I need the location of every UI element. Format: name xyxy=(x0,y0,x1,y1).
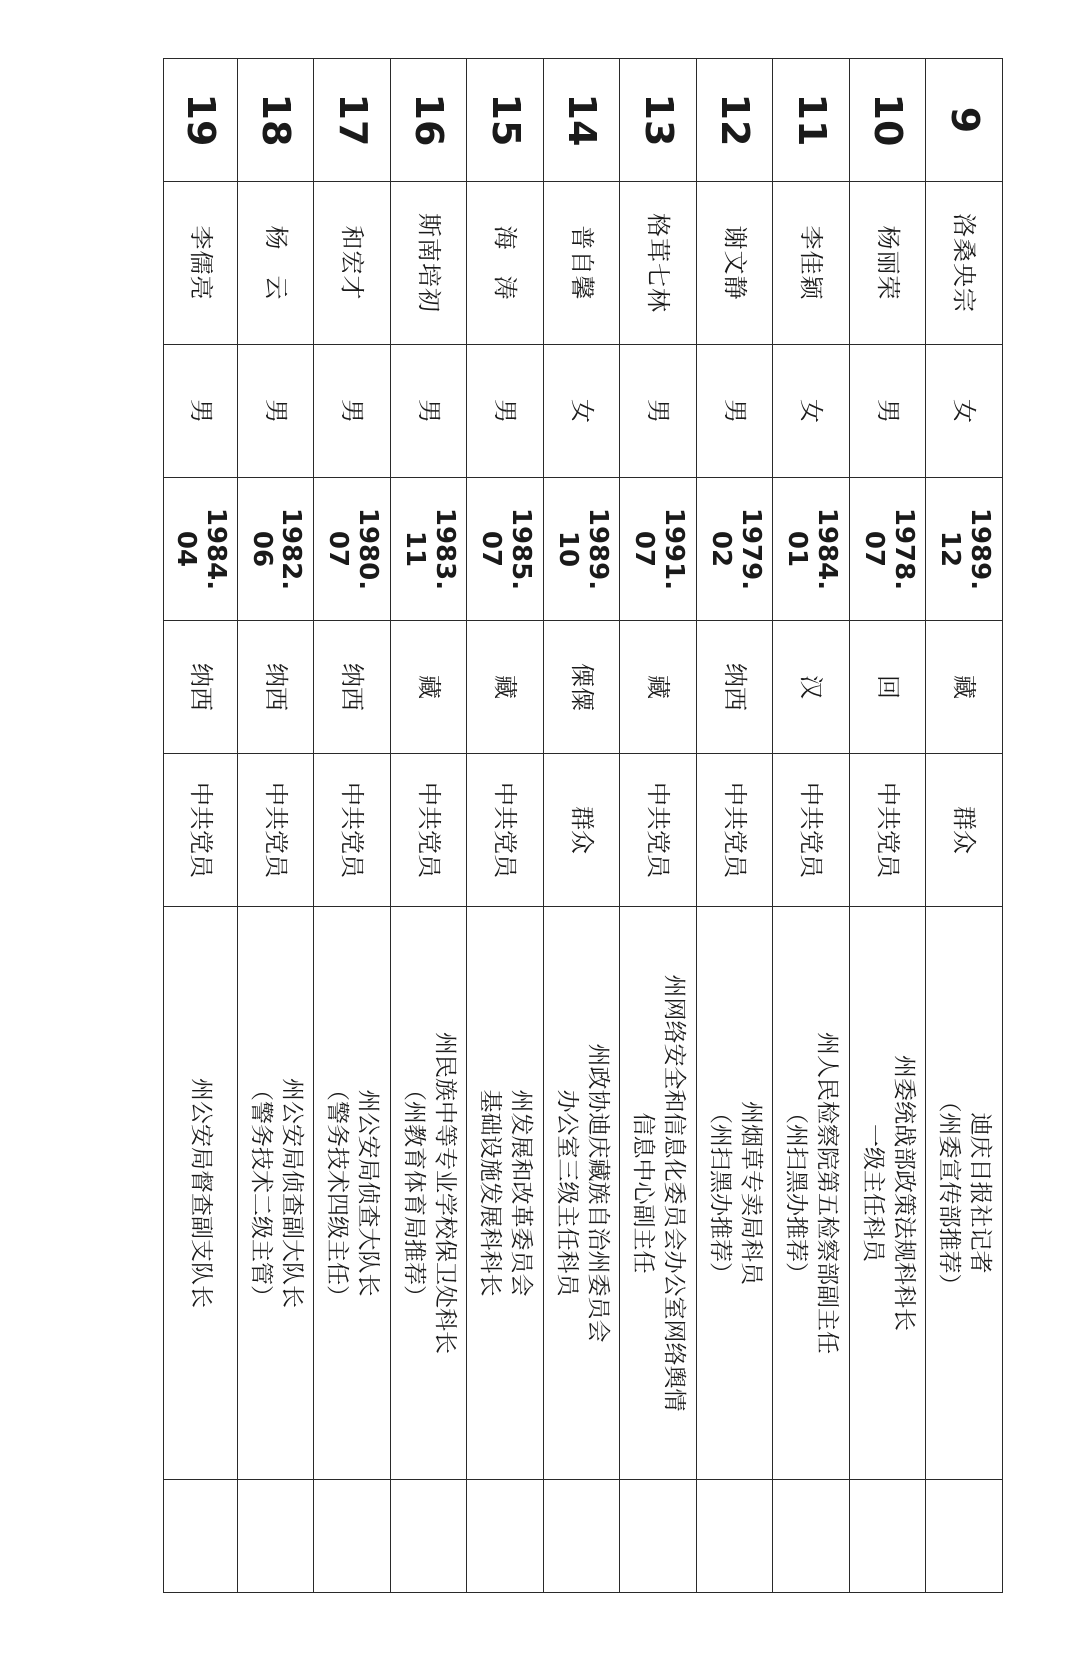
position-cell xyxy=(696,907,773,1480)
table-row xyxy=(237,59,314,1593)
birth-date-line: 07 xyxy=(629,530,660,568)
birth-date-line: 01 xyxy=(782,530,813,568)
political-status-cell: 中共党员 xyxy=(164,754,238,907)
ethnicity-cell: 藏 xyxy=(926,621,1003,754)
personnel-table xyxy=(163,58,1003,1593)
row-number-cell: 17 xyxy=(314,59,391,182)
birth-date-line: 1979. xyxy=(735,507,766,591)
name-cell: 普自馨 xyxy=(543,182,620,345)
birth-date-cell xyxy=(849,478,926,621)
row-number-cell: 12 xyxy=(696,59,773,182)
birth-date-cell xyxy=(926,478,1003,621)
political-status-cell: 中共党员 xyxy=(314,754,391,907)
row-number-cell: 13 xyxy=(620,59,697,182)
position-cell xyxy=(237,907,314,1480)
name-cell: 格茸七林 xyxy=(620,182,697,345)
gender-cell: 男 xyxy=(237,345,314,478)
position-line: 州公安局侦查副大队长 xyxy=(278,1078,305,1308)
gender-cell: 男 xyxy=(467,345,544,478)
ethnicity-cell: 汉 xyxy=(773,621,850,754)
position-line: 州发展和改革委员会 xyxy=(508,1089,535,1297)
position-line: 州政协迪庆藏族自治州委员会 xyxy=(584,1043,611,1343)
ethnicity-cell: 纳西 xyxy=(314,621,391,754)
position-line: （州扫黑办推荐） xyxy=(783,1101,810,1285)
position-line: （警务技术二级主管） xyxy=(247,1078,274,1308)
remark-cell xyxy=(164,1480,238,1593)
birth-date-line: 02 xyxy=(705,530,736,568)
remark-cell xyxy=(543,1480,620,1593)
position-cell xyxy=(467,907,544,1480)
position-line: 办公室三级主任科员 xyxy=(553,1089,580,1297)
ethnicity-cell: 纳西 xyxy=(164,621,238,754)
gender-cell: 女 xyxy=(543,345,620,478)
table-row xyxy=(543,59,620,1593)
remark-cell xyxy=(696,1480,773,1593)
birth-date-cell xyxy=(773,478,850,621)
remark-cell xyxy=(926,1480,1003,1593)
ethnicity-cell: 纳西 xyxy=(696,621,773,754)
row-number-cell: 18 xyxy=(237,59,314,182)
table-row xyxy=(696,59,773,1593)
position-cell xyxy=(164,907,238,1480)
position-line: 州公安局督查副支队长 xyxy=(187,1078,214,1308)
position-line: 一级主任科员 xyxy=(859,1124,886,1262)
political-status-cell: 群众 xyxy=(926,754,1003,907)
rotated-table-sheet xyxy=(163,58,1003,1412)
birth-date-line: 11 xyxy=(399,530,430,568)
position-line: 迪庆日报社记者 xyxy=(967,1112,994,1274)
ethnicity-cell: 藏 xyxy=(467,621,544,754)
ethnicity-cell: 傈僳 xyxy=(543,621,620,754)
political-status-cell: 中共党员 xyxy=(696,754,773,907)
birth-date-line: 1989. xyxy=(965,507,996,591)
table-row xyxy=(620,59,697,1593)
table-row xyxy=(926,59,1003,1593)
birth-date-cell xyxy=(314,478,391,621)
name-cell: 和宏才 xyxy=(314,182,391,345)
birth-date-line: 1984. xyxy=(201,507,232,591)
gender-cell: 女 xyxy=(773,345,850,478)
name-cell: 李儒亮 xyxy=(164,182,238,345)
political-status-cell: 中共党员 xyxy=(773,754,850,907)
position-line: 州网络安全和信息化委员会办公室网络舆情 xyxy=(661,974,688,1412)
remark-cell xyxy=(390,1480,467,1593)
table-body xyxy=(164,59,1003,1593)
position-cell xyxy=(773,907,850,1480)
row-number-cell: 10 xyxy=(849,59,926,182)
gender-cell: 男 xyxy=(849,345,926,478)
name-cell: 杨丽荣 xyxy=(849,182,926,345)
position-line: （州扫黑办推荐） xyxy=(706,1101,733,1285)
ethnicity-cell: 回 xyxy=(849,621,926,754)
birth-date-line: 07 xyxy=(858,530,889,568)
row-number-cell: 16 xyxy=(390,59,467,182)
position-line: 基础设施发展科科长 xyxy=(477,1089,504,1297)
birth-date-line: 12 xyxy=(935,530,966,568)
table-row xyxy=(849,59,926,1593)
remark-cell xyxy=(620,1480,697,1593)
birth-date-line: 07 xyxy=(476,530,507,568)
position-cell xyxy=(390,907,467,1480)
position-line: 州公安局侦查大队长 xyxy=(355,1089,382,1297)
name-cell: 洛桑央宗 xyxy=(926,182,1003,345)
ethnicity-cell: 藏 xyxy=(390,621,467,754)
position-line: 州民族中等专业学校保卫处科长 xyxy=(431,1032,458,1354)
position-cell xyxy=(849,907,926,1480)
remark-cell xyxy=(237,1480,314,1593)
name-cell: 李佳颖 xyxy=(773,182,850,345)
political-status-cell: 群众 xyxy=(543,754,620,907)
table-row xyxy=(164,59,238,1593)
table-row xyxy=(314,59,391,1593)
birth-date-line: 04 xyxy=(171,530,202,568)
row-number-cell: 19 xyxy=(164,59,238,182)
gender-cell: 女 xyxy=(926,345,1003,478)
birth-date-cell xyxy=(237,478,314,621)
row-number-cell: 9 xyxy=(926,59,1003,182)
birth-date-line: 10 xyxy=(552,530,583,568)
remark-cell xyxy=(467,1480,544,1593)
birth-date-line: 1982. xyxy=(276,507,307,591)
birth-date-cell xyxy=(543,478,620,621)
name-cell: 谢文静 xyxy=(696,182,773,345)
gender-cell: 男 xyxy=(314,345,391,478)
birth-date-line: 07 xyxy=(323,530,354,568)
birth-date-cell xyxy=(467,478,544,621)
table-row xyxy=(773,59,850,1593)
birth-date-line: 1978. xyxy=(888,507,919,591)
gender-cell: 男 xyxy=(620,345,697,478)
birth-date-line: 1985. xyxy=(506,507,537,591)
gender-cell: 男 xyxy=(390,345,467,478)
remark-cell xyxy=(314,1480,391,1593)
ethnicity-cell: 藏 xyxy=(620,621,697,754)
political-status-cell: 中共党员 xyxy=(390,754,467,907)
position-cell xyxy=(926,907,1003,1480)
birth-date-line: 1980. xyxy=(353,507,384,591)
position-line: 信息中心副主任 xyxy=(630,1112,657,1274)
gender-cell: 男 xyxy=(696,345,773,478)
birth-date-cell xyxy=(620,478,697,621)
birth-date-cell xyxy=(164,478,238,621)
political-status-cell: 中共党员 xyxy=(620,754,697,907)
birth-date-cell xyxy=(696,478,773,621)
remark-cell xyxy=(773,1480,850,1593)
political-status-cell: 中共党员 xyxy=(237,754,314,907)
table-row xyxy=(390,59,467,1593)
name-cell: 斯南培初 xyxy=(390,182,467,345)
name-cell: 杨 云 xyxy=(237,182,314,345)
position-line: （州委宣传部推荐） xyxy=(936,1089,963,1297)
table-row xyxy=(467,59,544,1593)
position-line: （警务技术四级主任） xyxy=(324,1078,351,1308)
position-cell xyxy=(314,907,391,1480)
name-cell: 海 涛 xyxy=(467,182,544,345)
position-line: 州委统战部政策法规科科长 xyxy=(890,1055,917,1331)
remark-cell xyxy=(849,1480,926,1593)
row-number-cell: 14 xyxy=(543,59,620,182)
position-line: 州人民检察院第五检察部副主任 xyxy=(814,1032,841,1354)
birth-date-line: 1989. xyxy=(582,507,613,591)
birth-date-line: 1983. xyxy=(429,507,460,591)
row-number-cell: 11 xyxy=(773,59,850,182)
birth-date-cell xyxy=(390,478,467,621)
ethnicity-cell: 纳西 xyxy=(237,621,314,754)
gender-cell: 男 xyxy=(164,345,238,478)
birth-date-line: 1991. xyxy=(659,507,690,591)
birth-date-line: 1984. xyxy=(812,507,843,591)
birth-date-line: 06 xyxy=(246,530,277,568)
position-cell xyxy=(620,907,697,1480)
political-status-cell: 中共党员 xyxy=(467,754,544,907)
position-line: 州烟草专卖局科员 xyxy=(737,1101,764,1285)
position-cell xyxy=(543,907,620,1480)
political-status-cell: 中共党员 xyxy=(849,754,926,907)
position-line: （州教育体育局推荐） xyxy=(400,1078,427,1308)
row-number-cell: 15 xyxy=(467,59,544,182)
